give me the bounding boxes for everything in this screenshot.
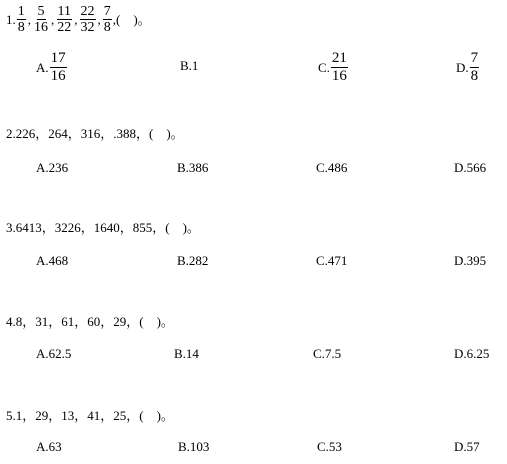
fraction-2: $\frac{5}{16}$ (34, 4, 48, 35)
q2-option-c: C.486 (316, 160, 348, 175)
q3-option-d: D.395 (454, 253, 487, 268)
q1-option-c: C. $\frac{21}{16}$ (318, 50, 347, 84)
q5-option-c: C.53 (317, 439, 342, 454)
q1-option-d: D. $\frac{7}{8}$ (456, 50, 479, 84)
q4-option-d: D.6.25 (454, 346, 490, 361)
fraction-5: $\frac{7}{8}$ (103, 4, 111, 35)
fraction-4: $\frac{22}{32}$ (80, 4, 95, 35)
question-4: 4.8，31，61，60，29，( )。 (6, 314, 174, 329)
fraction-3: $\frac{11}{22}$ (57, 4, 72, 35)
fraction-1: $\frac{1}{8}$ (17, 4, 25, 35)
question-3: 3.6413，3226，1640，855，( )。 (6, 220, 200, 235)
q3-option-a: A.468 (36, 253, 69, 268)
question-1: 1. $\frac{1}{8}$ , $\frac{5}{16}$ , $\frac{11}{22}$ , $\frac{22}{32}$ , $\frac{7}{8}$ ,( )。 (6, 4, 151, 35)
option-d-fraction: $\frac{7}{8}$ (470, 50, 479, 84)
q2-option-a: A.236 (36, 160, 69, 175)
q3-option-c: C.471 (316, 253, 348, 268)
option-c-fraction: $\frac{21}{16}$ (331, 50, 347, 84)
question-2: 2.226，264，316，.388，( )。 (6, 126, 184, 141)
q1-option-a: A. $\frac{17}{16}$ (36, 50, 66, 84)
q2-option-b: B.386 (177, 160, 209, 175)
q4-option-c: C.7.5 (313, 346, 342, 361)
question-1-tail: ,( )。 (112, 11, 151, 27)
q5-option-a: A.63 (36, 439, 62, 454)
question-5: 5.1，29，13，41，25，( )。 (6, 408, 174, 423)
option-a-fraction: $\frac{17}{16}$ (50, 50, 66, 84)
q5-option-d: D.57 (454, 439, 480, 454)
q3-option-b: B.282 (177, 253, 209, 268)
q5-option-b: B.103 (178, 439, 210, 454)
q4-option-a: A.62.5 (36, 346, 72, 361)
q4-option-b: B.14 (174, 346, 199, 361)
q1-option-b: B.1 (180, 58, 199, 73)
question-1-number: 1. (6, 11, 16, 27)
q2-option-d: D.566 (454, 160, 487, 175)
